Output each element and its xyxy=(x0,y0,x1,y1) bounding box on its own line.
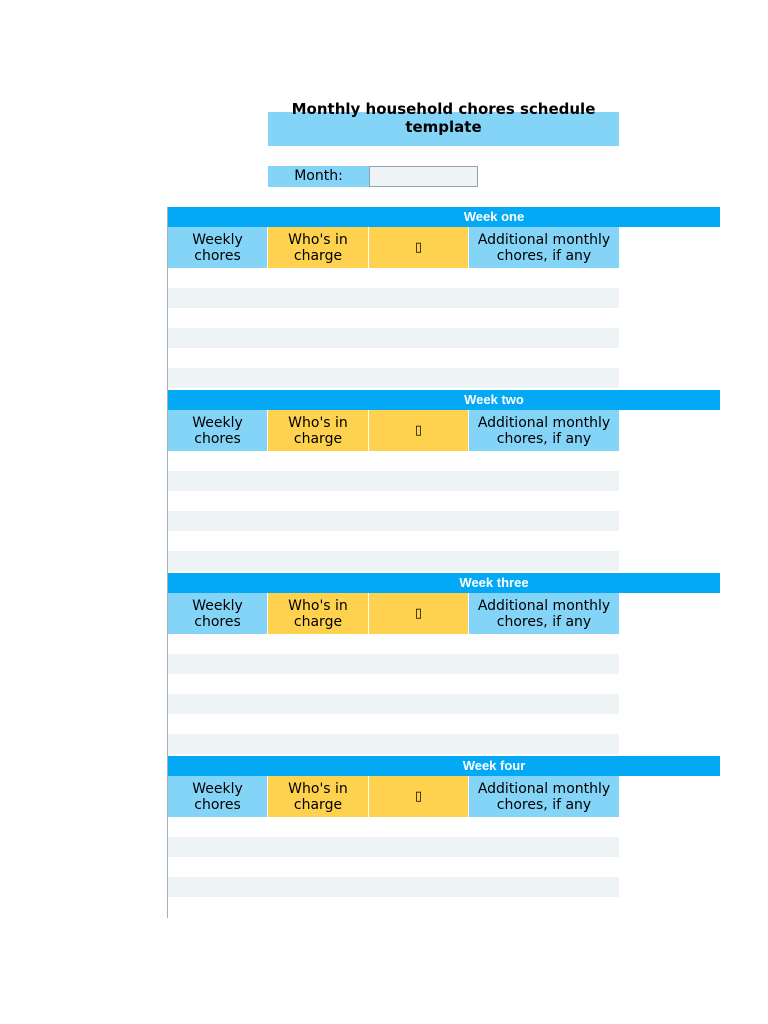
table-row[interactable] xyxy=(168,897,619,917)
weekly-chores-header: Weekly chores xyxy=(168,227,268,268)
whos-in-charge-header: Who's in charge xyxy=(268,227,369,268)
table-row[interactable] xyxy=(168,694,619,714)
table-row[interactable] xyxy=(168,511,619,531)
table-row[interactable] xyxy=(168,491,619,511)
month-label: Month: xyxy=(268,166,369,187)
placeholder-glyph-icon: ▯ xyxy=(369,776,469,817)
week-title: Week three xyxy=(459,575,529,590)
table-row[interactable] xyxy=(168,328,619,348)
week-header xyxy=(168,390,720,410)
title-box xyxy=(268,100,619,146)
page-title: Monthly household chores schedule template xyxy=(291,100,596,136)
table-row[interactable] xyxy=(168,654,619,674)
whos-in-charge-header: Who's in charge xyxy=(268,776,369,817)
table-row[interactable] xyxy=(168,451,619,471)
weekly-chores-header: Weekly chores xyxy=(168,410,268,451)
whos-in-charge-header: Who's in charge xyxy=(268,410,369,451)
additional-chores-header: Additional monthly chores, if any xyxy=(469,227,619,268)
table-row[interactable] xyxy=(168,551,619,571)
weekly-chores-header: Weekly chores xyxy=(168,593,268,634)
table-row[interactable] xyxy=(168,714,619,734)
weekly-chores-header: Weekly chores xyxy=(168,776,268,817)
week-header xyxy=(168,756,720,776)
whos-in-charge-header: Who's in charge xyxy=(268,593,369,634)
table-row[interactable] xyxy=(168,531,619,551)
table-row[interactable] xyxy=(168,348,619,368)
month-input[interactable] xyxy=(369,166,478,187)
table-row[interactable] xyxy=(168,368,619,388)
table-row[interactable] xyxy=(168,268,619,288)
placeholder-glyph-icon: ▯ xyxy=(369,227,469,268)
placeholder-glyph-icon: ▯ xyxy=(369,410,469,451)
additional-chores-header: Additional monthly chores, if any xyxy=(469,410,619,451)
table-row[interactable] xyxy=(168,634,619,654)
week-header xyxy=(168,207,720,227)
additional-chores-header: Additional monthly chores, if any xyxy=(469,776,619,817)
table-row[interactable] xyxy=(168,837,619,857)
table-row[interactable] xyxy=(168,877,619,897)
table-row[interactable] xyxy=(168,817,619,837)
table-row[interactable] xyxy=(168,857,619,877)
placeholder-glyph-icon: ▯ xyxy=(369,593,469,634)
table-row[interactable] xyxy=(168,674,619,694)
table-row[interactable] xyxy=(168,471,619,491)
table-row[interactable] xyxy=(168,288,619,308)
week-title: Week one xyxy=(463,209,525,224)
table-row[interactable] xyxy=(168,734,619,754)
table-row[interactable] xyxy=(168,308,619,328)
week-title: Week four xyxy=(462,758,526,773)
additional-chores-header: Additional monthly chores, if any xyxy=(469,593,619,634)
week-header xyxy=(168,573,720,593)
week-title: Week two xyxy=(464,392,524,407)
